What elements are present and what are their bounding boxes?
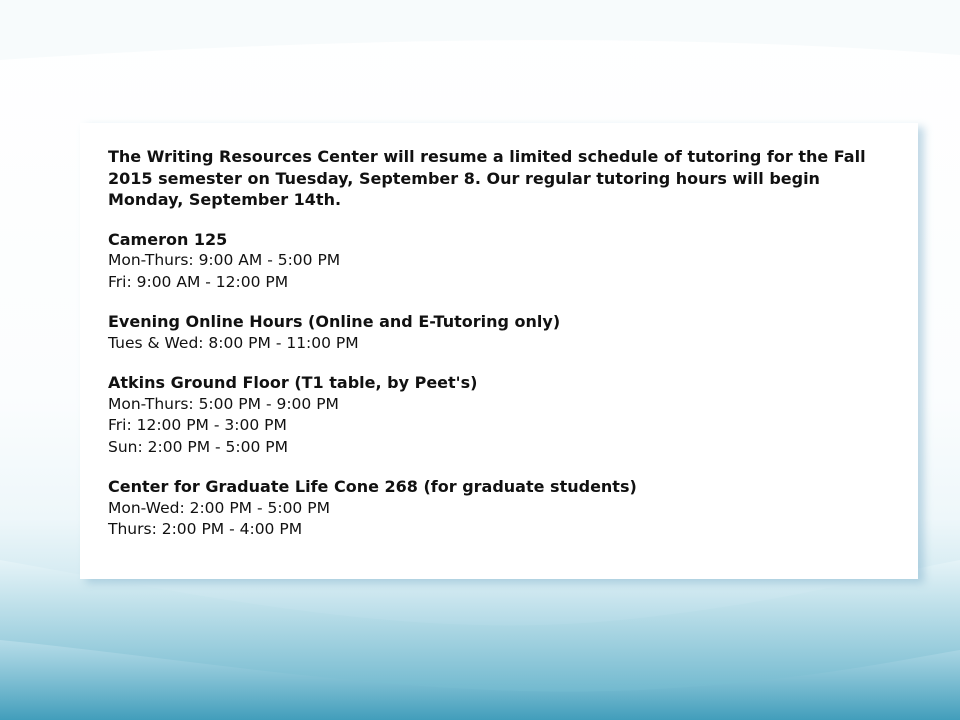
- hours-line: Sun: 2:00 PM - 5:00 PM: [108, 437, 288, 456]
- hours-line: Mon-Thurs: 9:00 AM - 5:00 PM: [108, 251, 341, 269]
- section-cameron: [108, 229, 898, 294]
- schedule-card: [80, 123, 918, 579]
- section-title: Atkins Ground Floor (T1 table, by Peet's): [108, 373, 478, 392]
- section-atkins: [108, 372, 898, 458]
- section-title: Evening Online Hours (Online and E-Tutoring only): [108, 312, 561, 331]
- hours-line: Mon-Wed: 2:00 PM - 5:00 PM: [108, 498, 330, 517]
- intro-paragraph: The Writing Resources Center will resume a limited schedule of tutoring for the Fall 2015 semester on Tuesday, September 8. Our regular tutoring hours will begin Monday, September 14th.: [108, 147, 866, 209]
- section-title: Cameron 125: [108, 229, 228, 249]
- section-graduate-life: [108, 476, 898, 541]
- hours-line: Fri: 9:00 AM - 12:00 PM: [108, 272, 289, 291]
- section-title: Center for Graduate Life Cone 268 (for graduate students): [108, 477, 637, 496]
- hours-line: Mon-Thurs: 5:00 PM - 9:00 PM: [108, 394, 339, 413]
- hours-line: Thurs: 2:00 PM - 4:00 PM: [108, 520, 303, 538]
- hours-line: Fri: 12:00 PM - 3:00 PM: [108, 416, 287, 434]
- section-evening-online: [108, 311, 898, 354]
- hours-line: Tues & Wed: 8:00 PM - 11:00 PM: [108, 333, 359, 352]
